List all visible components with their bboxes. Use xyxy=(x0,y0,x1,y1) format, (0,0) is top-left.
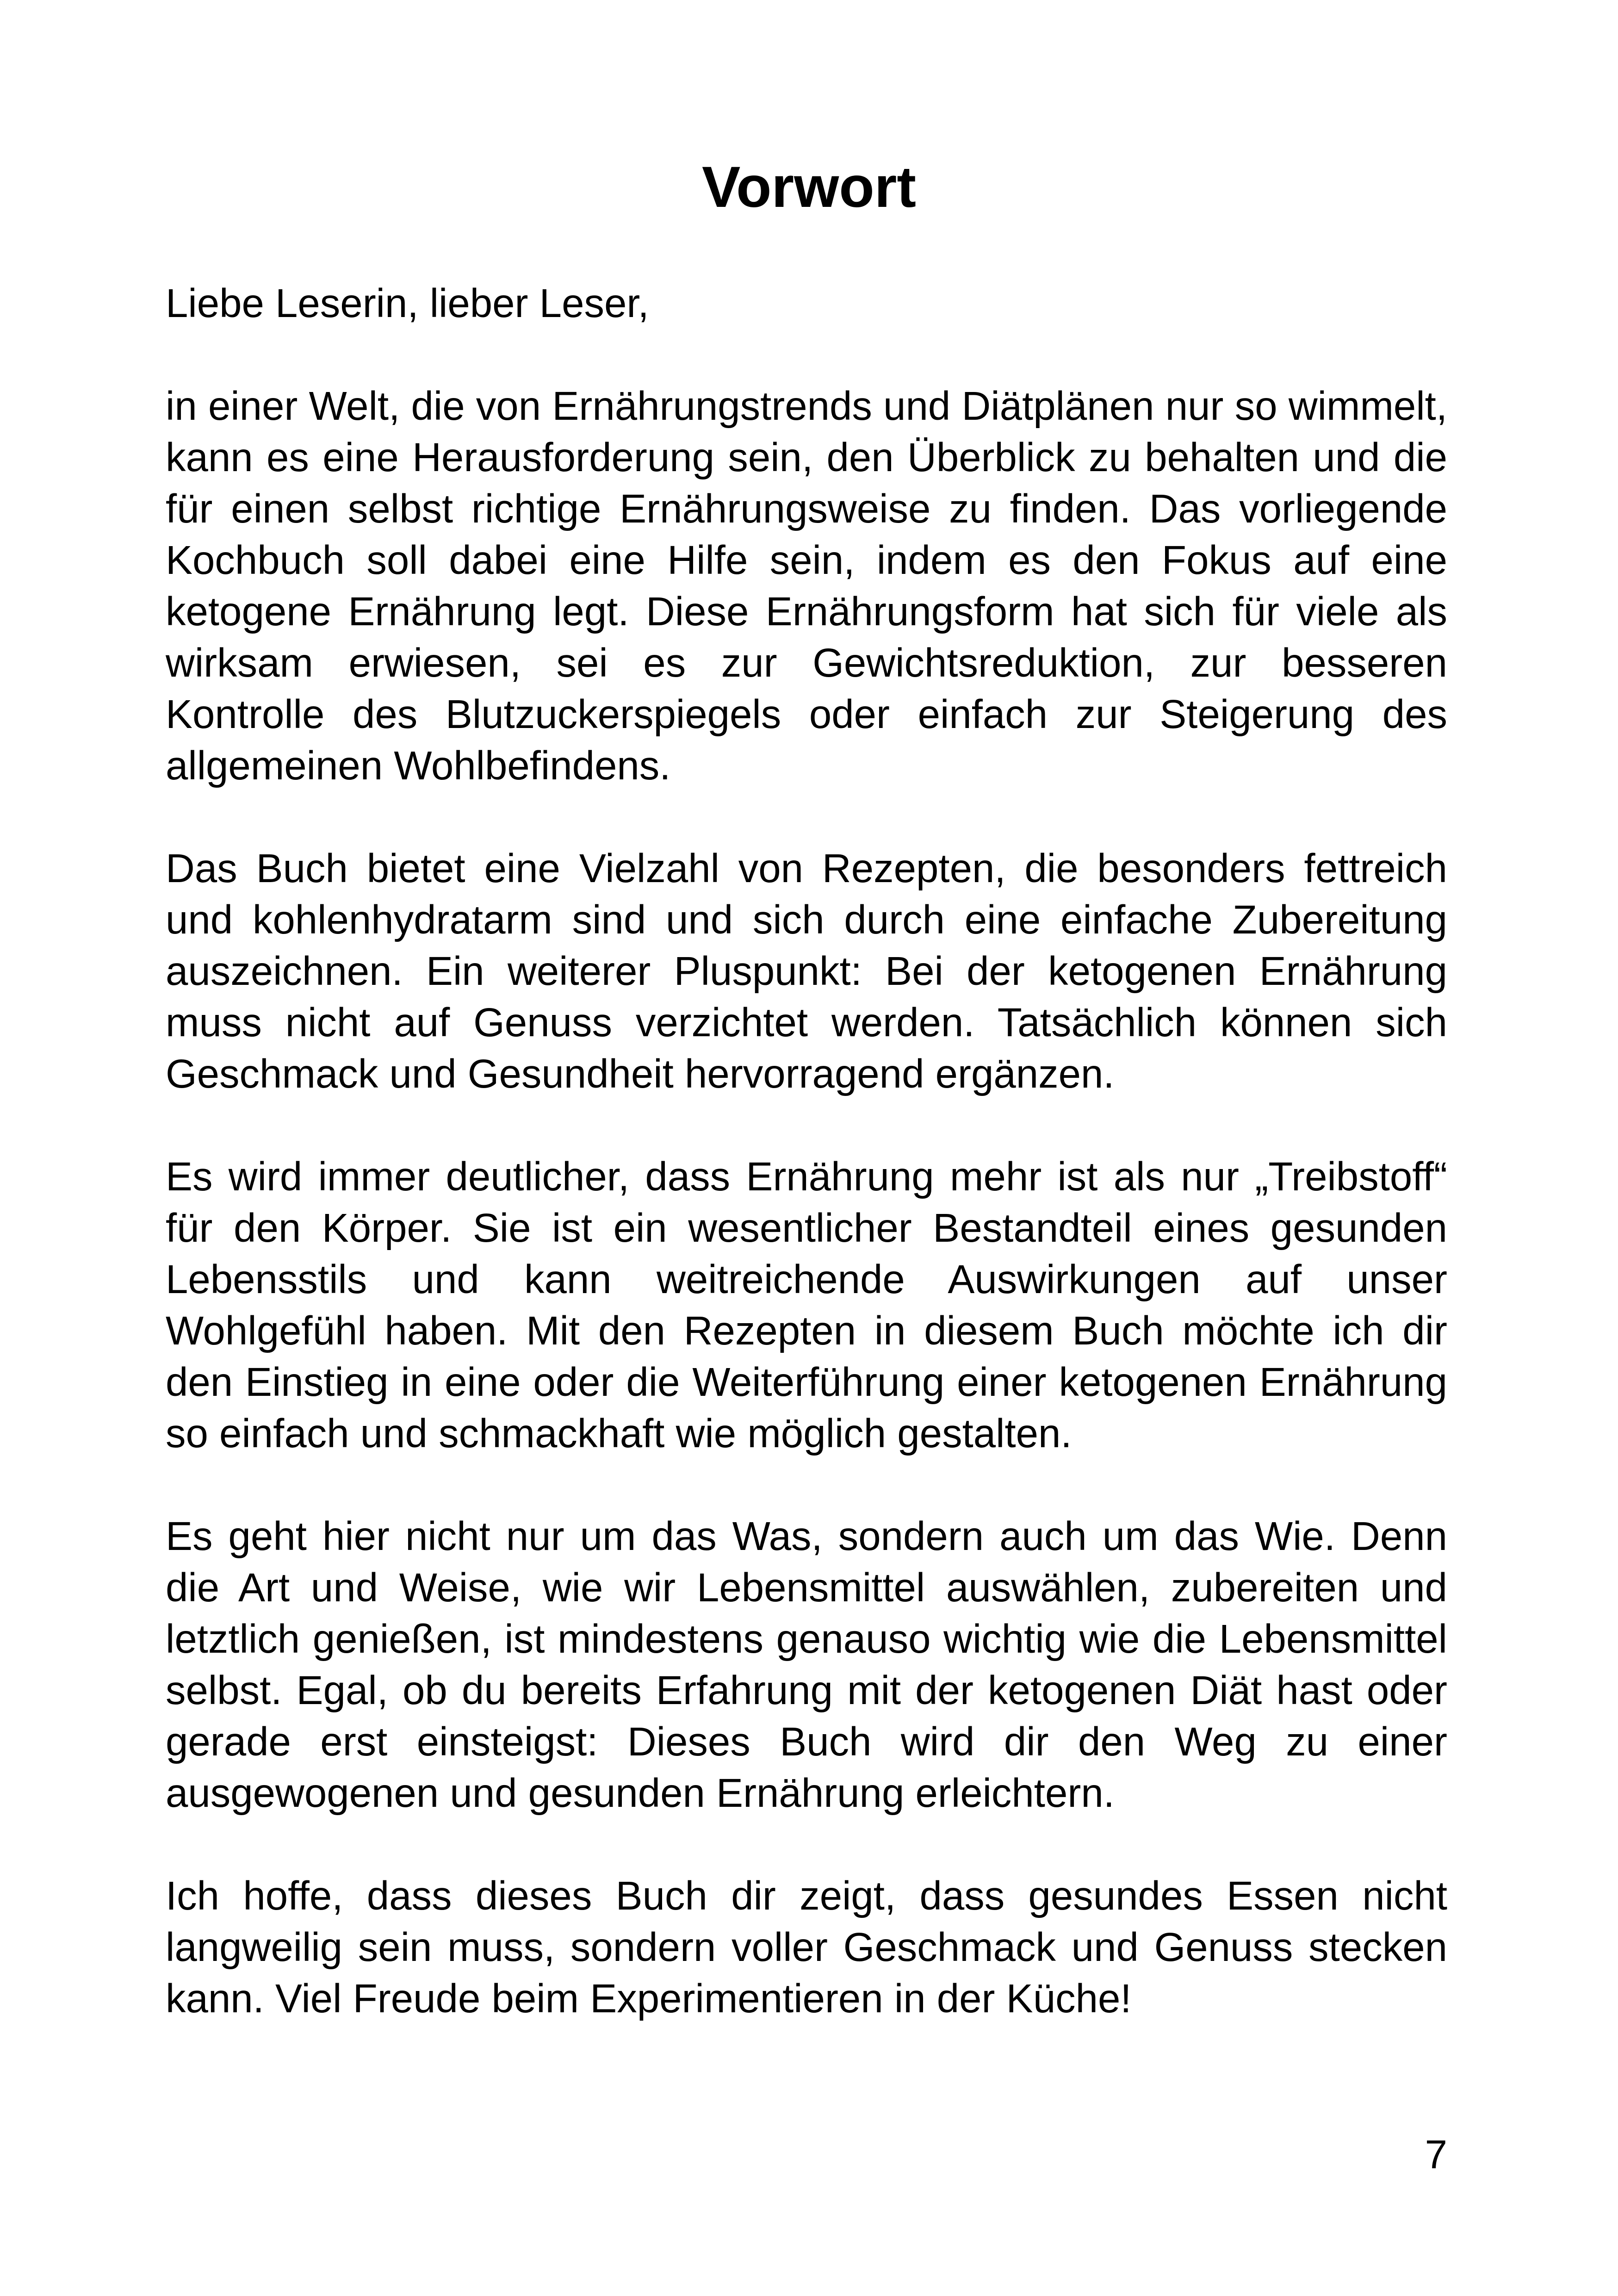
salutation: Liebe Leserin, lieber Leser, xyxy=(166,281,649,326)
page-title: Vorwort xyxy=(702,155,916,219)
paragraph-3: Es wird immer deutlicher, dass Ernährung mehr ist als nur „Treibstoff“ für den Körper. Sie ist ein wesentlicher Bestandteil eines gesunden Lebensstils und kann weitreichende Auswirkungen auf unser Wohlgefühl haben. Mit den Rezepten in diesem Buch möchte ich dir den Einstieg in eine oder die Weiterführung einer ketogenen Ernährung so einfach und schmackhaft wie möglich gestalten. xyxy=(166,1154,1447,1456)
paragraph-2: Das Buch bietet eine Vielzahl von Rezepten, die besonders fettreich und kohlenhydratarm sind und sich durch eine einfache Zubereitung auszeichnen. Ein weiterer Pluspunkt: Bei der ketogenen Ernährung muss nicht auf Genuss verzichtet werden. Tatsächlich können sich Geschmack und Gesundheit hervorragend ergänzen. xyxy=(166,846,1447,1096)
body-text xyxy=(166,278,1447,2024)
page-number: 7 xyxy=(1425,2132,1447,2177)
paragraph-5: Ich hoffe, dass dieses Buch dir zeigt, dass gesundes Essen nicht langweilig sein muss, sondern voller Geschmack und Genuss stecken kann. Viel Freude beim Experimentieren in der Küche! xyxy=(166,1873,1447,2021)
paragraph-1: in einer Welt, die von Ernährungstrends und Diätplänen nur so wimmelt, kann es eine Herausforderung sein, den Überblick zu behalten und die für einen selbst richtige Ernährungsweise zu finden. Das vorliegende Kochbuch soll dabei eine Hilfe sein, indem es den Fokus auf eine ketogene Ernährung legt. Diese Ernährungsform hat sich für viele als wirksam erwiesen, sei es zur Gewichtsreduktion, zur besseren Kontrolle des Blutzuckerspiegels oder einfach zur Steigerung des allgemeinen Wohlbefindens. xyxy=(166,384,1447,788)
paragraph-4: Es geht hier nicht nur um das Was, sondern auch um das Wie. Denn die Art und Weise, wie wir Lebensmittel auswählen, zubereiten und letztlich genießen, ist mindestens genauso wichtig wie die Lebensmittel selbst. Egal, ob du bereits Erfahrung mit der ketogenen Diät hast oder gerade erst einsteigst: Dieses Buch wird dir den Weg zu einer ausgewogenen und gesunden Ernährung erleichtern. xyxy=(166,1514,1447,1816)
